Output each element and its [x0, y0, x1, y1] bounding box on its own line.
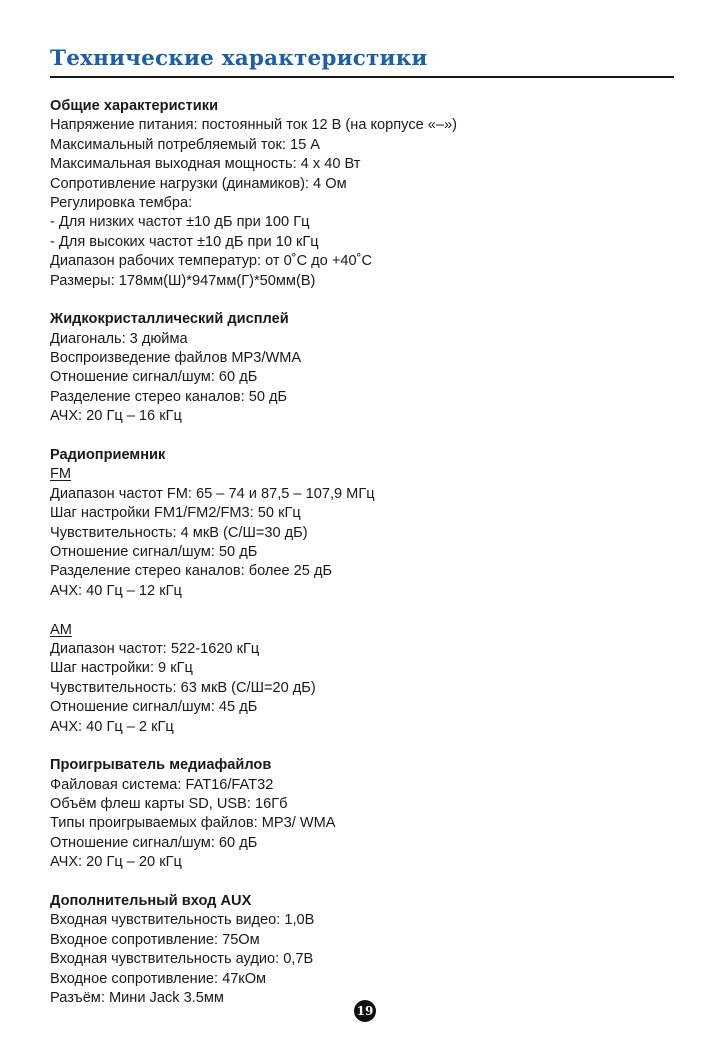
- section-lcd: [50, 310, 680, 426]
- spec-line: Входная чувствительность аудио: 0,7В: [50, 951, 314, 968]
- section-media: [50, 756, 680, 872]
- spec-line: Отношение сигнал/шум: 45 дБ: [50, 699, 258, 716]
- spec-line: Чувствительность: 63 мкВ (С/Ш=20 дБ): [50, 679, 316, 696]
- section-heading: Общие характеристики: [50, 98, 219, 114]
- subsection-label-fm: FM: [50, 466, 72, 483]
- spec-line: Сопротивление нагрузки (динамиков): 4 Ом: [50, 175, 347, 192]
- spec-line: Входное сопротивление: 75Ом: [50, 931, 260, 948]
- spec-line: Типы проигрываемых файлов: MP3/ WMA: [50, 815, 336, 832]
- section-gap: [50, 427, 680, 446]
- spec-line: Шаг настройки FM1/FM2/FM3: 50 кГц: [50, 505, 301, 522]
- spec-line: АЧХ: 20 Гц – 16 кГц: [50, 408, 182, 425]
- spec-line: - Для высоких частот ±10 дБ при 10 кГц: [50, 233, 319, 250]
- spec-line: Разъём: Мини Jack 3.5мм: [50, 989, 224, 1006]
- spec-line: Диапазон частот: 522-1620 кГц: [50, 640, 260, 657]
- spec-line: Размеры: 178мм(Ш)*947мм(Г)*50мм(В): [50, 272, 316, 289]
- spec-line: Максимальная выходная мощность: 4 х 40 Вт: [50, 156, 361, 173]
- title-rule: [50, 76, 674, 78]
- section-heading: Радиоприемник: [50, 447, 166, 464]
- section-heading: Жидкокристаллический дисплей: [50, 311, 289, 328]
- spec-line: Отношение сигнал/шум: 50 дБ: [50, 543, 258, 560]
- spec-line: Максимальный потребляемый ток: 15 А: [50, 136, 321, 153]
- spec-line: Регулировка тембра:: [50, 194, 193, 211]
- spec-line: Диапазон частот FM: 65 – 74 и 87,5 – 107,9 МГц: [50, 485, 375, 502]
- spec-line: Объём флеш карты SD, USB: 16Гб: [50, 796, 288, 813]
- spec-line: Воспроизведение файлов MP3/WMA: [50, 350, 302, 367]
- spec-line: АЧХ: 40 Гц – 2 кГц: [50, 718, 174, 735]
- spec-line: Разделение стерео каналов: более 25 дБ: [50, 563, 333, 580]
- section-gap: [50, 601, 680, 620]
- spec-line: Входное сопротивление: 47кОм: [50, 970, 267, 987]
- spec-line: Отношение сигнал/шум: 60 дБ: [50, 369, 258, 386]
- section-radio: [50, 446, 680, 737]
- spec-line: Файловая система: FAT16/FAT32: [50, 776, 274, 793]
- section-general: [50, 97, 680, 291]
- spec-line: Входная чувствительность видео: 1,0В: [50, 912, 315, 929]
- section-gap: [50, 291, 680, 310]
- spec-line: Отношение сигнал/шум: 60 дБ: [50, 834, 258, 851]
- spec-line: Напряжение питания: постоянный ток 12 В (на корпусе «–»): [50, 117, 457, 134]
- spec-line: АЧХ: 40 Гц – 12 кГц: [50, 582, 182, 599]
- spec-line: Разделение стерео каналов: 50 дБ: [50, 388, 288, 405]
- page-number-badge: 19: [354, 1000, 376, 1022]
- spec-line: Диагональ: 3 дюйма: [50, 330, 188, 347]
- subsection-label-am: AM: [50, 621, 72, 638]
- spec-content: [50, 97, 680, 1008]
- section-heading: Дополнительный вход AUX: [50, 893, 252, 910]
- spec-line: Чувствительность: 4 мкВ (С/Ш=30 дБ): [50, 524, 308, 541]
- section-aux: [50, 892, 680, 1008]
- spec-line: Диапазон рабочих температур: от 0˚С до +40˚С: [50, 253, 373, 270]
- spec-line: - Для низких частот ±10 дБ при 100 Гц: [50, 214, 310, 231]
- section-heading: Проигрыватель медиафайлов: [50, 757, 272, 774]
- section-gap: [50, 737, 680, 756]
- section-gap: [50, 873, 680, 892]
- spec-line: АЧХ: 20 Гц – 20 кГц: [50, 854, 182, 871]
- spec-line: Шаг настройки: 9 кГц: [50, 660, 193, 677]
- page-title: Технические характеристики: [50, 46, 428, 71]
